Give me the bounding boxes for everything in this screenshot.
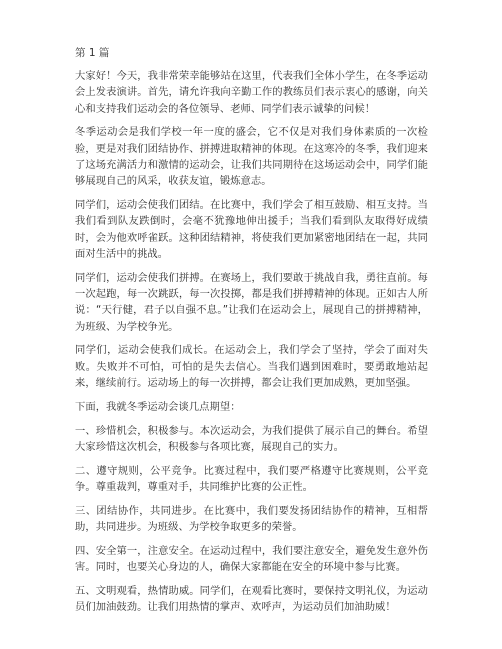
- paragraph-intro: 冬季运动会是我们学校一年一度的盛会，它不仅是对我们身体素质的一次检验，更是对我们团结协作、拼搏进取精神的体现。在这寒冷的冬季，我们迎来了这场充满活力和激情的运动会，让我们共同期待在这场运动会中，同学们能够展现自己的风采，收获友谊，锻炼意志。: [75, 126, 428, 188]
- section-heading: 第 1 篇: [75, 47, 110, 59]
- paragraph-point-3: 三、团结协作，共同进步。在比赛中，我们要发扬团结协作的精神，互相帮助，共同进步。为班级、为学校争取更多的荣誉。: [75, 504, 428, 534]
- paragraph-point-2: 二、遵守规则，公平竞争。比赛过程中，我们要严格遵守比赛规则，公平竞争。尊重裁判，尊重对手，共同维护比赛的公正性。: [75, 464, 428, 494]
- paragraph-point-5: 五、文明观看，热情助威。同学们，在观看比赛时，要保持文明礼仪，为运动员们加油鼓劲。让我们用热情的掌声、欢呼声，为运动员们加油助威！: [75, 585, 428, 614]
- paragraph-striving: 同学们，运动会使我们拼搏。在赛场上，我们要敢于挑战自我，勇往直前。每一次起跑，每一次跳跃，每一次投掷，都是我们拼搏精神的体现。正如古人所说：“天行健，君子以自强不息。”让我们在运动会上，展现自己的拼搏精神，为班级、为学校争光。: [75, 271, 428, 333]
- paragraph-unity: 同学们，运动会使我们团结。在比赛中，我们学会了相互鼓励、相互支持。当我们看到队友跌倒时，会毫不犹豫地伸出援手；当我们看到队友取得好成绩时，会为他欢呼雀跃。这种团结精神，将使我们更加紧密地团结在一起，共同面对生活中的挑战。: [75, 199, 428, 260]
- paragraph-greeting: 大家好！今天，我非常荣幸能够站在这里，代表我们全体小学生，在冬季运动会上发表演讲。首先，请允许我向辛勤工作的教练员们表示衷心的感谢，向关心和支持我们运动会的各位领导、老师、同学们表示诚挚的问候！: [75, 70, 428, 115]
- paragraph-point-1: 一、珍惜机会，积极参与。本次运动会，为我们提供了展示自己的舞台。希望大家珍惜这次机会，积极参与各项比赛，展现自己的实力。: [75, 424, 428, 453]
- paragraph-expectations-lead: 下面，我就冬季运动会谈几点期望：: [75, 400, 241, 413]
- paragraph-point-4: 四、安全第一，注意安全。在运动过程中，我们要注意安全，避免发生意外伤害。同时，也要关心身边的人，确保大家都能在安全的环境中参与比赛。: [75, 544, 428, 574]
- paragraph-growth: 同学们，运动会使我们成长。在运动会上，我们学会了坚持，学会了面对失败。失败并不可怕，可怕的是失去信心。当我们遇到困难时，要勇敢地站起来，继续前行。运动场上的每一次拼搏，都会让我们更加成熟，更加坚强。: [75, 344, 428, 390]
